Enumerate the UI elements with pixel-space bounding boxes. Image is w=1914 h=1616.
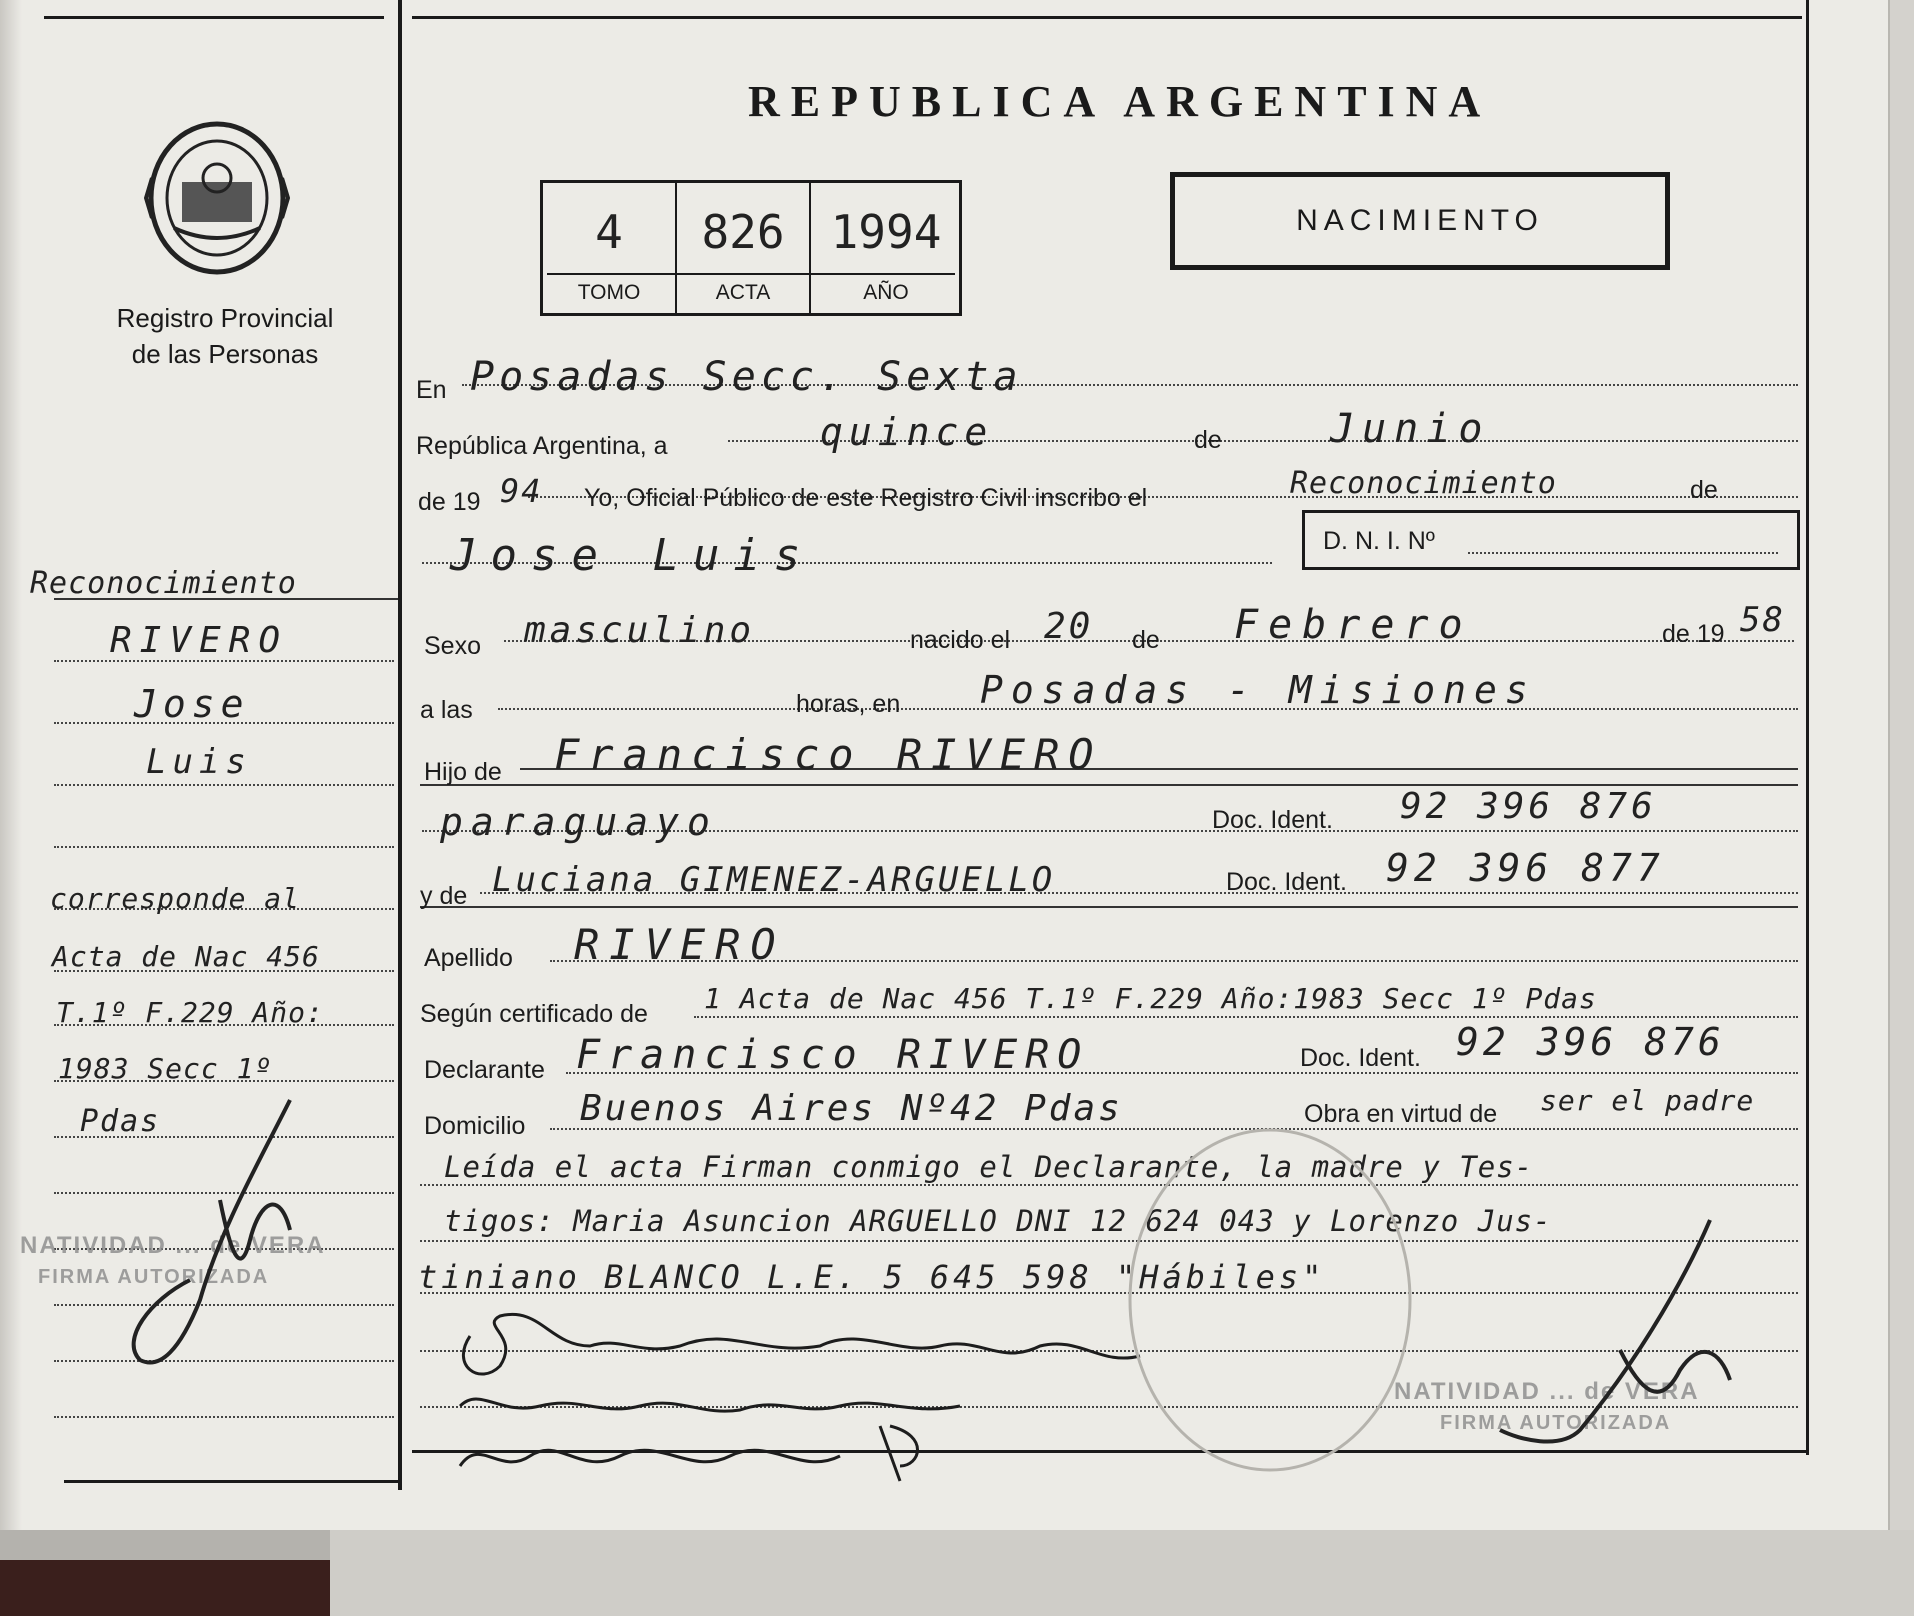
- en-value: Posadas Secc. Sexta: [470, 354, 1023, 400]
- ano-label: AÑO: [863, 281, 909, 304]
- horas-label: horas, en: [796, 690, 901, 718]
- declarante-value: Francisco RIVERO: [576, 1032, 1090, 1078]
- signature-left-icon: [80, 1080, 340, 1390]
- birth-year: 58: [1740, 600, 1785, 640]
- segun-label: Según certificado de: [420, 1000, 648, 1028]
- father-nationality: paraguayo: [440, 800, 718, 844]
- apellido-value: RIVERO: [574, 920, 786, 969]
- registry-name: [40, 300, 410, 372]
- declarante-doc: 92 396 876: [1456, 1020, 1725, 1064]
- declarante-label: Declarante: [424, 1056, 545, 1084]
- column-divider: [398, 0, 402, 1490]
- book-cover-edge: [0, 1560, 330, 1616]
- mother-doc-label: Doc. Ident.: [1226, 868, 1347, 896]
- birth-de-label: de: [1132, 626, 1160, 654]
- tomo-label: TOMO: [577, 281, 641, 304]
- mother-doc: 92 396 877: [1386, 846, 1665, 890]
- dni-label: D. N. I. Nº: [1323, 527, 1435, 555]
- sexo-label: Sexo: [424, 632, 481, 660]
- stamp-left-line-1: NATIVIDAD ... de VERA: [20, 1232, 326, 1259]
- hijo-label: Hijo de: [424, 758, 502, 786]
- acta-label: ACTA: [715, 281, 771, 304]
- de19-label: de 19: [418, 488, 481, 516]
- provincial-seal-icon: [144, 118, 290, 278]
- top-rule-left: [44, 16, 384, 19]
- margin-note-line-1: Reconocimiento: [30, 566, 297, 601]
- record-type-box: [1170, 172, 1670, 270]
- year-value: 94: [500, 472, 543, 510]
- page-stack-edge: [330, 1530, 1914, 1616]
- stamp-left-line-2: FIRMA AUTORIZADA: [38, 1266, 270, 1288]
- father-doc: 92 396 876: [1400, 786, 1657, 827]
- father-name: Francisco RIVERO: [554, 730, 1103, 779]
- margin-note-line-5: corresponde al: [50, 882, 301, 915]
- margin-note-line-4: Luis: [146, 742, 252, 782]
- signature-right-icon: [1480, 1210, 1780, 1450]
- margin-note-line-7: T.1º F.229 Año:: [56, 996, 324, 1029]
- acta-cell: [677, 183, 811, 313]
- margin-note-line-8: 1983 Secc 1º: [58, 1052, 273, 1085]
- notes-line-3: tiniano BLANCO L.E. 5 645 598 "Hábiles": [418, 1258, 1326, 1296]
- declarante-doc-label: Doc. Ident.: [1300, 1044, 1421, 1072]
- day-value: quince: [820, 410, 994, 454]
- de-label: de: [1194, 426, 1222, 454]
- nacido-label: nacido el: [910, 626, 1011, 654]
- acta-value: 826: [701, 205, 785, 259]
- obra-value: ser el padre: [1540, 1084, 1755, 1117]
- tomo-value: 4: [595, 205, 623, 259]
- name-value: Jose Luis: [450, 530, 815, 581]
- book-edge: [0, 1530, 1914, 1616]
- margin-dotline: [54, 784, 394, 786]
- reference-table: [540, 180, 962, 316]
- ano-value: 1994: [830, 205, 942, 259]
- signature-icon: [440, 1306, 1230, 1486]
- tomo-cell: [543, 183, 677, 313]
- margin-note-line-9: Pdas: [80, 1104, 161, 1139]
- notes-line-1: Leída el acta Firman conmigo el Declarante, la madre y Tes-: [444, 1150, 1534, 1184]
- margin-note-line-3: Jose: [134, 682, 250, 726]
- obra-label: Obra en virtud de: [1304, 1100, 1498, 1128]
- de-suffix: de: [1690, 476, 1718, 504]
- birth-year-label: de 19: [1662, 620, 1725, 648]
- segun-value: 1 Acta de Nac 456 T.1º F.229 Año:1983 Secc 1º Pdas: [704, 982, 1597, 1015]
- sexo-value: masculino: [524, 610, 756, 651]
- domicilio-value: Buenos Aires Nº42 Pdas: [580, 1088, 1123, 1129]
- margin-note-line-6: Acta de Nac 456: [52, 940, 320, 973]
- margin-dotline: [54, 1416, 394, 1418]
- top-rule-right: [412, 16, 1802, 19]
- form-line-segun: [694, 1016, 1798, 1018]
- y-de-label: y de: [420, 882, 468, 910]
- doc-ident-label: Doc. Ident.: [1212, 806, 1333, 834]
- month-value: Junio: [1330, 406, 1491, 452]
- registry-line-1: Registro Provincial: [116, 303, 334, 333]
- margin-note-line-2: RIVERO: [110, 620, 289, 661]
- page-title: REPUBLICA ARGENTINA: [748, 77, 1492, 126]
- inscribo-value: Reconocimiento: [1290, 466, 1557, 501]
- stamp-right-line-2: FIRMA AUTORIZADA: [1440, 1412, 1672, 1434]
- right-border: [1806, 0, 1809, 1455]
- margin-dotline: [54, 846, 394, 848]
- official-text: Yo, Oficial Público de este Registro Civil inscribo el: [584, 484, 1148, 512]
- birth-day: 20: [1044, 606, 1094, 647]
- record-type: NACIMIENTO: [1296, 204, 1544, 237]
- en-label: En: [416, 376, 447, 404]
- birth-month: Febrero: [1234, 602, 1473, 648]
- stamp-right-line-1: NATIVIDAD ... de VERA: [1394, 1378, 1700, 1405]
- form-line-mother-rule: [420, 906, 1798, 908]
- mother-name: Luciana GIMENEZ-ARGUELLO: [492, 860, 1056, 900]
- notes-line-2: tigos: Maria Asuncion ARGUELLO DNI 12 624 043 y Lorenzo Jus-: [444, 1204, 1552, 1238]
- form-line-notes-1: [420, 1184, 1798, 1186]
- registry-line-2: de las Personas: [131, 339, 319, 369]
- a-las-label: a las: [420, 696, 473, 724]
- bottom-rule-left: [64, 1480, 400, 1483]
- birth-place: Posadas - Misiones: [980, 668, 1536, 712]
- round-stamp-icon: [1120, 1120, 1420, 1480]
- ano-cell: [811, 183, 961, 313]
- domicilio-label: Domicilio: [424, 1112, 526, 1140]
- page-edge-shadow: [0, 0, 22, 1530]
- dni-box: [1302, 510, 1800, 570]
- republica-label: República Argentina, a: [416, 432, 668, 460]
- apellido-label: Apellido: [424, 944, 513, 972]
